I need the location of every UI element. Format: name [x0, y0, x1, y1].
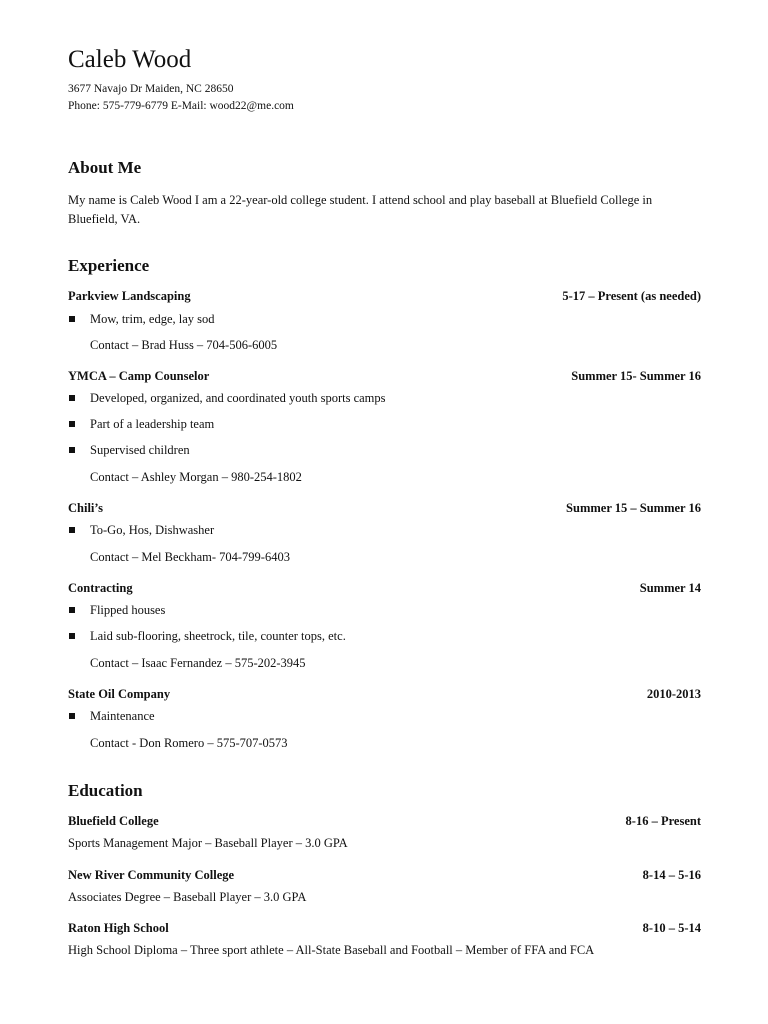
- job-contact: Contact – Isaac Fernandez – 575-202-3945: [90, 656, 306, 670]
- job-bullet-text: Part of a leadership team: [90, 417, 215, 431]
- about-text: My name is Caleb Wood I am a 22-year-old college student. I attend school and play baseball at Bluefield College in Bluefield, VA.: [68, 193, 653, 226]
- school-dates: 8-14 – 5-16: [642, 868, 701, 882]
- job-contact: Contact - Don Romero – 575-707-0573: [90, 736, 288, 750]
- job-dates: 5-17 – Present (as needed): [562, 289, 701, 303]
- job-company: Chili’s: [68, 501, 103, 515]
- job-company: YMCA – Camp Counselor: [68, 369, 210, 383]
- school-header: [68, 866, 701, 884]
- school-detail: High School Diploma – Three sport athlete – All-State Baseball and Football – Member of FFA and FCA: [68, 943, 595, 957]
- contact-line: Phone: 575-779-6779 E-Mail: wood22@me.com: [68, 100, 294, 112]
- job-company: State Oil Company: [68, 687, 171, 701]
- bullet-square-icon: [69, 421, 75, 427]
- school-name: New River Community College: [68, 868, 235, 882]
- job-bullet-text: To-Go, Hos, Dishwasher: [90, 523, 215, 537]
- school-name: Bluefield College: [68, 814, 159, 828]
- job-bullet-text: Supervised children: [90, 443, 190, 457]
- school-name: Raton High School: [68, 921, 169, 935]
- job-dates: Summer 15- Summer 16: [571, 369, 701, 383]
- school-header: [68, 812, 701, 830]
- school-detail: Sports Management Major – Baseball Player – 3.0 GPA: [68, 836, 348, 850]
- job-contact: Contact – Brad Huss – 704-506-6005: [90, 338, 278, 352]
- education-heading: Education: [68, 781, 143, 800]
- bullet-square-icon: [69, 447, 75, 453]
- job-header: [68, 579, 701, 597]
- candidate-name: Caleb Wood: [68, 46, 192, 73]
- bullet-square-icon: [69, 713, 75, 719]
- job-bullet-text: Flipped houses: [90, 603, 166, 617]
- job-company: Parkview Landscaping: [68, 289, 191, 303]
- job-contact: Contact – Ashley Morgan – 980-254-1802: [90, 470, 302, 484]
- school-header: [68, 919, 701, 937]
- job-header: [68, 499, 701, 517]
- job-bullet-text: Mow, trim, edge, lay sod: [90, 312, 215, 326]
- job-header: [68, 685, 701, 703]
- job-dates: 2010-2013: [646, 687, 701, 701]
- bullet-square-icon: [69, 527, 75, 533]
- job-bullet-text: Laid sub-flooring, sheetrock, tile, counter tops, etc.: [90, 629, 346, 643]
- job-company: Contracting: [68, 581, 133, 595]
- job-header: [68, 367, 701, 385]
- bullet-square-icon: [69, 633, 75, 639]
- job-bullet-text: Developed, organized, and coordinated youth sports camps: [90, 391, 386, 405]
- school-detail: Associates Degree – Baseball Player – 3.0 GPA: [68, 890, 307, 904]
- address-line: 3677 Navajo Dr Maiden, NC 28650: [68, 83, 234, 95]
- school-dates: 8-16 – Present: [625, 814, 701, 828]
- job-dates: Summer 15 – Summer 16: [566, 501, 701, 515]
- job-dates: Summer 14: [639, 581, 701, 595]
- experience-heading: Experience: [68, 256, 150, 275]
- job-header: [68, 287, 701, 305]
- bullet-square-icon: [69, 316, 75, 322]
- job-bullet-text: Maintenance: [90, 709, 155, 723]
- job-contact: Contact – Mel Beckham- 704-799-6403: [90, 550, 290, 564]
- school-dates: 8-10 – 5-14: [642, 921, 701, 935]
- bullet-square-icon: [69, 395, 75, 401]
- bullet-square-icon: [69, 607, 75, 613]
- about-heading: About Me: [68, 158, 142, 177]
